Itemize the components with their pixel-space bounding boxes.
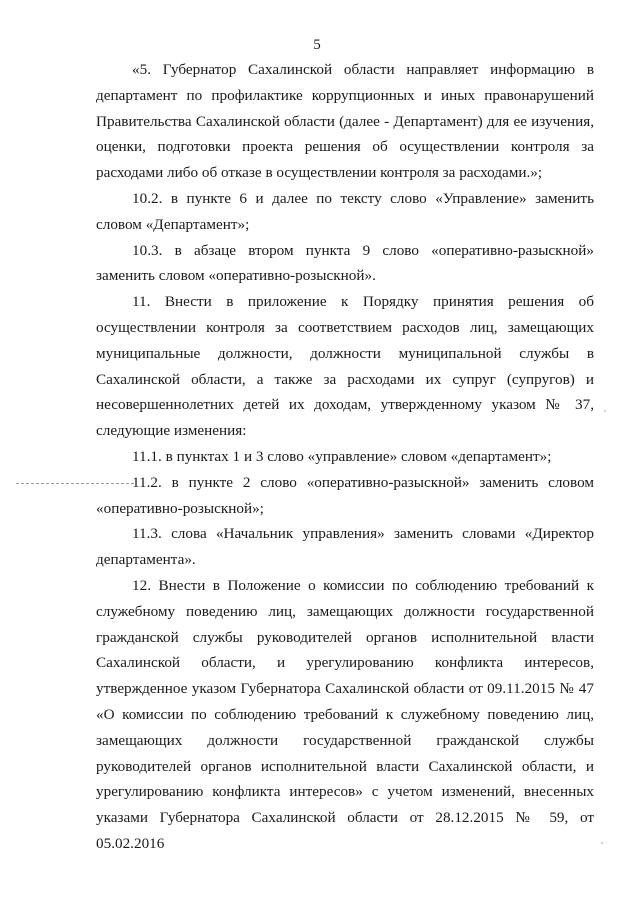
paragraph-11: 11. Внести в приложение к Порядку принятия решения об осуществлении контроля за соответствием расходов лиц, замещающих муниципальные должности, должности муниципальной службы в Сахалинской области, а также за расходами их супруг (супругов) и несовершеннолетних детей их доходам, утвержденному указом № 37, следующие изменения:: [96, 293, 594, 440]
document-body: [96, 57, 594, 857]
paragraph-11-3: 11.3. слова «Начальник управления» заменить словами «Директор департамента».: [96, 525, 594, 569]
scan-speck: [604, 410, 606, 412]
paragraph-12: 12. Внести в Положение о комиссии по соблюдению требований к служебному поведению лиц, замещающих должности государственной гражданской службы руководителей органов исполнительной власти Сахалинской области, и урегулированию конфликта интересов, утвержденное указом Губернатора Сахалинской области от 09.11.2015 № 47 «О комиссии по соблюдению требований к служебному поведению лиц, замещающих должности государственной гражданской службы руководителей органов исполнительной власти Сахалинской области, и урегулированию конфликта интересов» с учетом изменений, внесенных указами Губернатора Сахалинской области от 28.12.2015 № 59, от 05.02.2016: [96, 576, 594, 852]
paragraph-11-2: 11.2. в пункте 2 слово «оперативно-разыскной» заменить словом «оперативно-розыскной»;: [96, 473, 594, 517]
page-number: 5: [313, 37, 321, 53]
scan-speck: [601, 842, 603, 844]
paragraph-10-3: 10.3. в абзаце втором пункта 9 слово «оперативно-разыскной» заменить словом «оперативно-розыскной».: [96, 241, 594, 285]
paragraph-11-1: 11.1. в пунктах 1 и 3 слово «управление» словом «департамент»;: [132, 447, 552, 465]
paragraph-10-2: 10.2. в пункте 6 и далее по тексту слово «Управление» заменить словом «Департамент»;: [96, 189, 594, 233]
paragraph-5-quote: «5. Губернатор Сахалинской области направляет информацию в департамент по профилактике коррупционных и иных правонарушений Правительства Сахалинской области (далее - Департамент) для ее изучения, оценки, подготовки проекта решения об осуществлении контроля за расходами либо об отказе в осуществлении контроля за расходами.»;: [96, 61, 594, 182]
